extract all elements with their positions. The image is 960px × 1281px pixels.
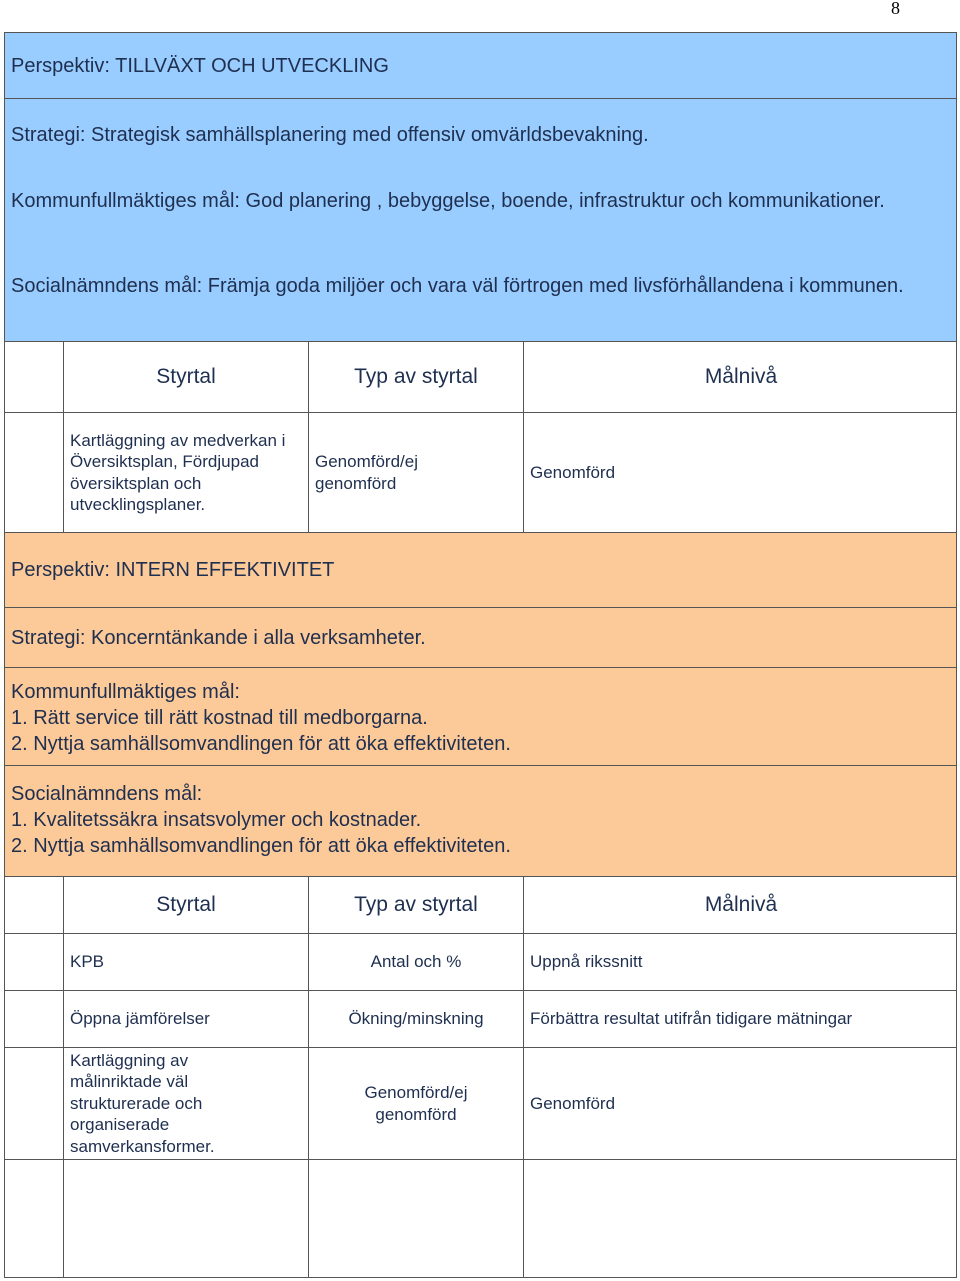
- council-goal-item: 2. Nyttja samhällsomvandlingen för att öka effektiviteten.: [11, 733, 511, 755]
- table-cell: [308, 1048, 523, 1159]
- column-header-malniva: Målnivå: [704, 365, 778, 388]
- header-cell: [308, 342, 523, 412]
- header-cell: [63, 342, 308, 412]
- board-goal-band-growth: [4, 237, 957, 341]
- board-goal-band-efficiency: [4, 765, 957, 876]
- malniva-value: Genomförd: [530, 462, 616, 482]
- index-cell: [5, 342, 63, 412]
- table-cell: [523, 413, 958, 532]
- table-bottom-border: [4, 1277, 957, 1278]
- table-cell: [308, 991, 523, 1047]
- council-goal-band-growth: [4, 166, 957, 237]
- table-cell: [308, 413, 523, 532]
- board-goal-title: Socialnämndens mål:: [11, 783, 203, 805]
- table-cell: [63, 1048, 308, 1159]
- column-header-malniva: Målnivå: [704, 893, 778, 916]
- table-cell: [523, 1048, 958, 1159]
- index-cell: [5, 1160, 63, 1278]
- table-cell: [523, 934, 958, 990]
- column-header-typ: Typ av styrtal: [354, 893, 478, 916]
- styrtal-value: Kartläggning av målinriktade väl strukturerade och organiserade samverkansformer.: [70, 1050, 215, 1156]
- table-cell: [63, 413, 308, 532]
- index-cell: [5, 934, 63, 990]
- styrtal-value: Kartläggning av medverkan i Översiktsplan, Fördjupad översiktsplan och utvecklingsplaner.: [70, 430, 286, 514]
- table-cell: [63, 934, 308, 990]
- malniva-value: Uppnå rikssnitt: [530, 952, 643, 972]
- council-goal-title: Kommunfullmäktiges mål:: [11, 681, 240, 703]
- perspective-title: Perspektiv: INTERN EFFEKTIVITET: [11, 559, 335, 581]
- perspective-title: Perspektiv: TILLVÄXT OCH UTVECKLING: [11, 55, 389, 77]
- table-cell: [308, 1160, 523, 1278]
- council-goal-band-efficiency: [4, 667, 957, 765]
- typ-value: Ökning/minskning: [348, 1009, 484, 1029]
- board-goal-item: 1. Kvalitetssäkra insatsvolymer och kostnader.: [11, 809, 422, 831]
- perspective-band-efficiency: [4, 532, 957, 607]
- column-header-typ: Typ av styrtal: [354, 365, 478, 388]
- malniva-value: Förbättra resultat utifrån tidigare mätningar: [530, 1009, 853, 1029]
- styrtal-value: KPB: [70, 952, 105, 972]
- index-cell: [5, 877, 63, 933]
- table-cell: [308, 934, 523, 990]
- table-header-row: [4, 876, 957, 933]
- table-cell: [523, 991, 958, 1047]
- table-row: [4, 933, 957, 990]
- header-cell: [523, 342, 958, 412]
- table-cell: [63, 1160, 308, 1278]
- goals-table: [4, 32, 957, 1278]
- header-cell: [308, 877, 523, 933]
- empty-table-row: [4, 1159, 957, 1278]
- perspective-band-growth: [4, 32, 957, 98]
- table-row: [4, 990, 957, 1047]
- council-goal-text: Kommunfullmäktiges mål: God planering , bebyggelse, boende, infrastruktur och kommunikationer.: [11, 190, 885, 212]
- page-number: 8: [891, 0, 900, 18]
- council-goal-item: 1. Rätt service till rätt kostnad till medborgarna.: [11, 707, 428, 729]
- strategy-band-growth: [4, 98, 957, 166]
- table-header-row: [4, 341, 957, 412]
- malniva-value: Genomförd: [530, 1093, 616, 1113]
- header-cell: [523, 877, 958, 933]
- column-header-styrtal: Styrtal: [156, 365, 216, 388]
- header-cell: [63, 877, 308, 933]
- board-goal-item: 2. Nyttja samhällsomvandlingen för att öka effektiviteten.: [11, 835, 511, 857]
- index-cell: [5, 1048, 63, 1159]
- strategy-text: Strategi: Strategisk samhällsplanering med offensiv omvärldsbevakning.: [11, 124, 649, 146]
- typ-value: Antal och %: [370, 952, 462, 972]
- index-cell: [5, 991, 63, 1047]
- table-cell: [523, 1160, 958, 1278]
- typ-value: Genomförd/ej genomförd: [364, 1083, 468, 1124]
- column-header-styrtal: Styrtal: [156, 893, 216, 916]
- table-row: [4, 1047, 957, 1159]
- strategy-text: Strategi: Koncerntänkande i alla verksamheter.: [11, 627, 426, 649]
- typ-value: Genomförd/ej genomförd: [315, 452, 418, 493]
- index-cell: [5, 413, 63, 532]
- styrtal-value: Öppna jämförelser: [70, 1009, 210, 1029]
- table-cell: [63, 991, 308, 1047]
- strategy-band-efficiency: [4, 607, 957, 667]
- board-goal-text: Socialnämndens mål: Främja goda miljöer och vara väl förtrogen med livsförhållandena i kommunen.: [11, 275, 904, 297]
- table-row: [4, 412, 957, 532]
